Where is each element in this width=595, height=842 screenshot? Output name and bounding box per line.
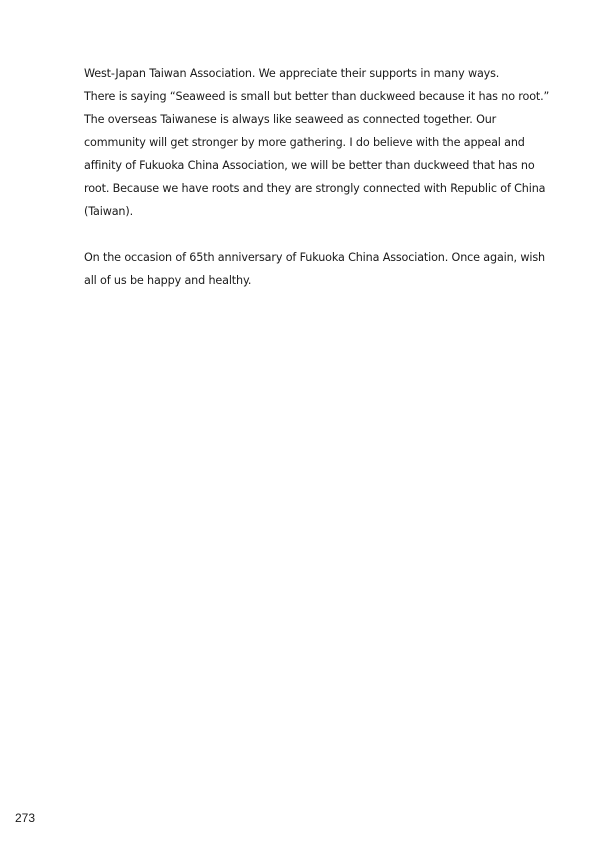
text-line: all of us be happy and healthy. — [84, 274, 252, 287]
text-line: West-Japan Taiwan Association. We appreciate their supports in many ways. — [84, 67, 500, 80]
paragraph-2 — [84, 246, 544, 292]
page-number: 273 — [15, 811, 36, 825]
body-text — [84, 62, 550, 292]
text-line: On the occasion of 65th anniversary of Fukuoka China Association. Once again, wish — [84, 251, 545, 264]
text-line: There is saying “Seaweed is small but better than duckweed because it has no root.” — [84, 90, 550, 103]
text-line: root. Because we have roots and they are strongly connected with Republic of China — [84, 182, 546, 195]
text-line: community will get stronger by more gathering. I do believe with the appeal and — [84, 136, 525, 149]
text-line: (Taiwan). — [84, 205, 133, 218]
paragraph-1 — [84, 62, 550, 223]
text-line: The overseas Taiwanese is always like seaweed as connected together. Our — [84, 113, 497, 126]
text-line: affinity of Fukuoka China Association, we will be better than duckweed that has no — [84, 159, 535, 172]
